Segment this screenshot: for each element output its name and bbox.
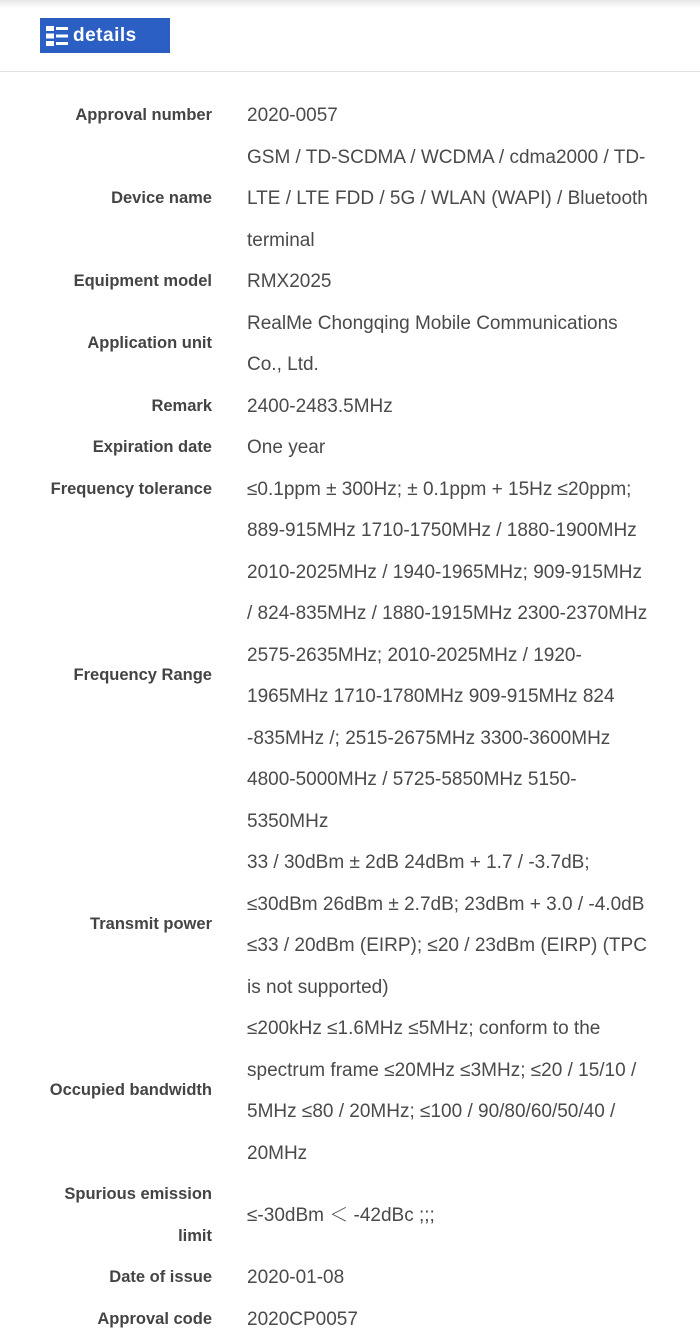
field-label-line: Remark [151,396,212,415]
field-label [0,1257,212,1299]
field-label [0,1299,212,1341]
field-label [0,1174,212,1257]
field-value-line: 5350MHz [247,810,329,832]
detail-row [0,137,700,262]
field-value-line: 2575-2635MHz; 2010-2025MHz / 1920- [247,644,582,666]
details-badge [40,18,170,53]
field-value [212,1257,700,1299]
field-value-line: is not supported) [247,976,389,998]
field-value [212,137,700,262]
detail-row [0,303,700,386]
field-value-line: 2400-2483.5MHz [247,395,393,417]
field-value [212,1174,700,1257]
field-value-line: -835MHz /; 2515-2675MHz 3300-3600MHz [247,727,611,749]
field-value [212,427,700,469]
field-value [212,1299,700,1341]
detail-row [0,1299,700,1341]
field-label-line: Equipment model [73,272,212,290]
list-icon [45,24,69,48]
field-label [0,469,212,511]
field-label [0,427,212,469]
field-value-line: spectrum frame ≤20MHz ≤3MHz; ≤20 / 15/10 / [247,1059,637,1081]
field-value-line: 20MHz [247,1142,308,1164]
field-label [0,303,212,386]
header [0,0,700,72]
detail-row [0,386,700,428]
field-value-line: 5MHz ≤80 / 20MHz; ≤100 / 90/80/60/50/40 / [247,1101,616,1122]
field-label-line: Occupied bandwidth [49,1081,212,1100]
detail-row [0,1008,700,1174]
field-label-line: Approval number [75,106,212,124]
field-value-line: 889-915MHz 1710-1750MHz / 1880-1900MHz [247,520,637,541]
field-label-line: Date of issue [109,1268,212,1286]
field-label [0,386,212,428]
field-label-line: Device name [111,189,212,207]
detail-table [0,95,700,1340]
field-value-line: ≤33 / 20dBm (EIRP); ≤20 / 23dBm (EIRP) (TPC [247,935,647,956]
field-value [212,95,700,137]
field-label-line: Transmit power [90,915,212,934]
field-value [212,1008,700,1174]
field-label [0,510,212,842]
field-value [212,303,700,386]
field-value-line: 4800-5000MHz / 5725-5850MHz 5150- [247,769,577,790]
field-label-line: Approval code [97,1309,212,1328]
field-value-line: LTE / LTE FDD / 5G / WLAN (WAPI) / Bluetooth [247,188,648,209]
field-label [0,261,212,303]
field-value-line: 1965MHz 1710-1780MHz 909-915MHz 824 [247,686,615,707]
field-label-line: Spurious emission [64,1185,212,1203]
field-value-line: 2020-0057 [247,105,338,126]
field-value [212,469,700,511]
field-value-line: RMX2025 [247,271,332,292]
detail-row [0,95,700,137]
detail-row [0,842,700,1008]
field-label [0,137,212,262]
field-label-line: limit [178,1226,212,1245]
field-value [212,386,700,428]
field-value-line: terminal [247,229,315,251]
field-value [212,510,700,842]
field-value-line: 2020CP0057 [247,1308,358,1330]
detail-row [0,469,700,511]
field-value-line: ≤0.1ppm ± 300Hz; ± 0.1ppm + 15Hz ≤20ppm; [247,478,632,500]
field-value-line: RealMe Chongqing Mobile Communications [247,312,618,334]
field-label-line: Application unit [87,334,212,353]
field-label [0,95,212,137]
field-label-line: Frequency Range [73,666,212,685]
field-value-line: GSM / TD-SCDMA / WCDMA / cdma2000 / TD- [247,146,646,168]
field-value-line: ≤-30dBm ＜ -42dBc ;;; [247,1204,435,1226]
field-value-line: ≤200kHz ≤1.6MHz ≤5MHz; conform to the [247,1018,601,1039]
field-value-line: 2020-01-08 [247,1267,345,1288]
field-value-line: 33 / 30dBm ± 2dB 24dBm + 1.7 / -3.7dB; [247,852,590,873]
field-value-line: / 824-835MHz / 1880-1915MHz 2300-2370MHz [247,603,648,624]
field-label-line: Expiration date [92,438,212,456]
detail-row [0,261,700,303]
field-label-line: Frequency tolerance [50,479,212,498]
detail-row [0,510,700,842]
field-value-line: 2010-2025MHz / 1940-1965MHz; 909-915MHz [247,561,642,583]
detail-row [0,427,700,469]
details-label: details [73,25,137,46]
field-label [0,1008,212,1174]
detail-row [0,1174,700,1257]
field-label [0,842,212,1008]
detail-row [0,1257,700,1299]
field-value [212,842,700,1008]
field-value [212,261,700,303]
field-value-line: Co., Ltd. [247,354,319,375]
field-value-line: ≤30dBm 26dBm ± 2.7dB; 23dBm + 3.0 / -4.0dB [247,893,645,915]
field-value-line: One year [247,437,326,458]
